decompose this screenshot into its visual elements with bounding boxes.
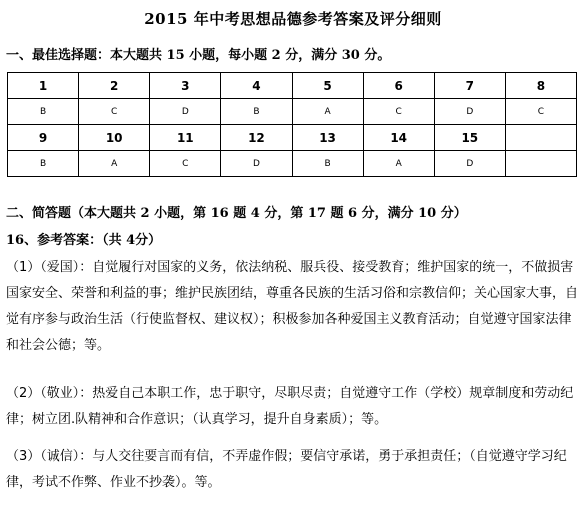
answer-cell: B: [292, 151, 363, 177]
section-1-heading: 一、最佳选择题：本大题共 15 小题，每小题 2 分，满分 30 分。: [6, 48, 391, 63]
answer-cell: C: [79, 99, 150, 125]
question-number: 1: [8, 73, 79, 99]
question-number: 12: [221, 125, 292, 151]
question-number: 9: [8, 125, 79, 151]
answer-table: [7, 72, 577, 177]
answer-cell: C: [505, 99, 576, 125]
question-number: 2: [79, 73, 150, 99]
question-number: 10: [79, 125, 150, 151]
question-number: 13: [292, 125, 363, 151]
question-number: 15: [434, 125, 505, 151]
answer-paragraph-integrity: （3）（诚信）：与人交往要言而有信，不弄虚作假；要信守承诺，勇于承担责任；（自觉遵守学习纪律，考试不作弊、作业不抄袭）。等。: [6, 449, 567, 490]
question-number: 7: [434, 73, 505, 99]
answer-cell: B: [8, 151, 79, 177]
answer-paragraph-dedication: （2）（敬业）：热爱自己本职工作，忠于职守，尽职尽责；自觉遵守工作（学校）规章制度和劳动纪律；树立团.队精神和合作意识；（认真学习，提升自身素质）；等。: [6, 386, 574, 427]
answer-cell: D: [434, 99, 505, 125]
question-number: 3: [150, 73, 221, 99]
question-number: 6: [363, 73, 434, 99]
empty-cell: [505, 125, 576, 151]
answer-paragraph-patriotism: （1）（爱国）：自觉履行对国家的义务，依法纳税、服兵役、接受教育；维护国家的统一，不做损害国家安全、荣誉和利益的事；维护民族团结，尊重各民族的生活习俗和宗教信仰；关心国家大事，自觉有序参与政治生活（行使监督权、建议权）；积极参加各种爱国主义教育活动；自觉遵守国家法律和社会公德；等。: [6, 260, 579, 353]
question-number: 11: [150, 125, 221, 151]
answer-cell: C: [150, 151, 221, 177]
table-row-numbers-1: [8, 73, 577, 99]
question-number: 4: [221, 73, 292, 99]
answer-cell: D: [221, 151, 292, 177]
answer-cell: B: [221, 99, 292, 125]
empty-cell: [505, 151, 576, 177]
section-2-heading: 二、简答题（本大题共 2 小题，第 16 题 4 分，第 17 题 6 分，满分 10 分）: [6, 206, 467, 221]
answer-cell: C: [363, 99, 434, 125]
answer-cell: D: [434, 151, 505, 177]
question-number: 14: [363, 125, 434, 151]
question-number: 8: [505, 73, 576, 99]
answer-cell: D: [150, 99, 221, 125]
table-row-answers-2: [8, 151, 577, 177]
answer-cell: A: [79, 151, 150, 177]
question-16-heading: 16、参考答案：（共 4分）: [6, 233, 162, 248]
page-title: 2015 年中考思想品德参考答案及评分细则: [144, 10, 442, 28]
answer-cell: A: [292, 99, 363, 125]
table-row-answers-1: [8, 99, 577, 125]
table-row-numbers-2: [8, 125, 577, 151]
question-number: 5: [292, 73, 363, 99]
answer-cell: B: [8, 99, 79, 125]
answer-cell: A: [363, 151, 434, 177]
